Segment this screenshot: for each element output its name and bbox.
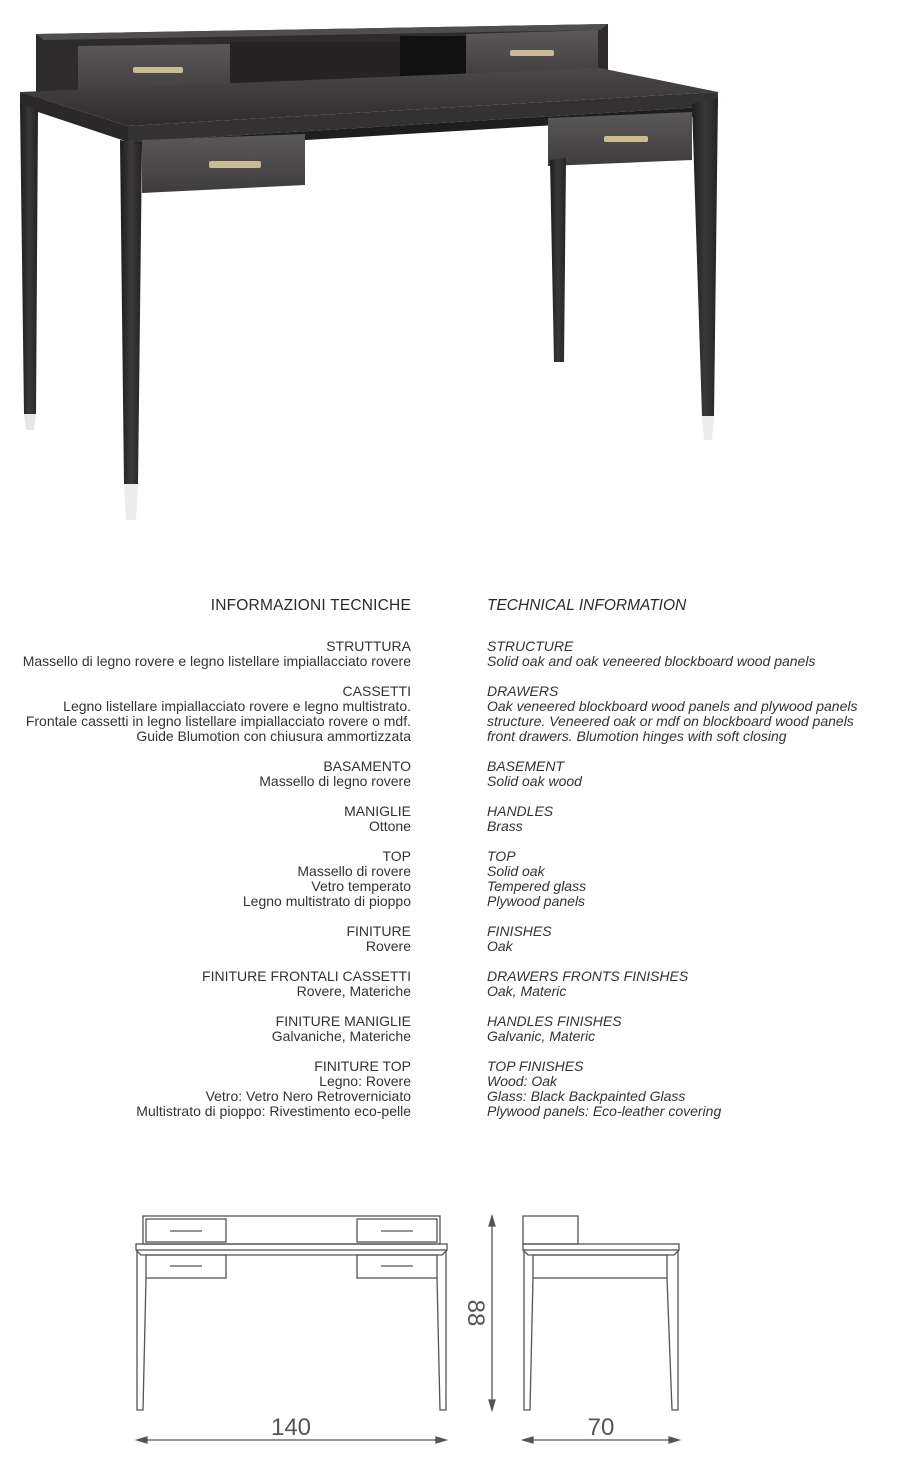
section-line: Solid oak wood xyxy=(487,773,582,789)
header-english: TECHNICAL INFORMATION xyxy=(487,597,687,614)
section-title: FINITURE MANIGLIE xyxy=(275,1014,411,1029)
section-top xyxy=(487,849,897,924)
section-struttura xyxy=(0,639,411,684)
section-line: Oak, Materic xyxy=(487,983,567,999)
section-line: Glass: Black Backpainted Glass xyxy=(487,1088,686,1104)
section-finiture xyxy=(0,924,411,969)
section-title: TOP xyxy=(382,849,411,864)
section-drawers-fronts-finishes xyxy=(487,969,897,1014)
section-drawers xyxy=(487,684,897,759)
section-title: BASEMENT xyxy=(487,759,565,774)
handle-icon xyxy=(209,161,261,168)
section-line: Wood: Oak xyxy=(487,1073,558,1089)
section-finiture-top xyxy=(0,1059,411,1134)
desk-photo xyxy=(0,0,907,540)
header-italian: INFORMAZIONI TECNICHE xyxy=(210,597,411,614)
section-line: Massello di legno rovere xyxy=(259,773,411,789)
section-title: TOP FINISHES xyxy=(487,1059,584,1074)
section-finishes xyxy=(487,924,897,969)
section-line: Massello di rovere xyxy=(297,863,411,879)
section-title: FINISHES xyxy=(487,924,552,939)
section-line: Frontale cassetti in legno listellare impiallacciato rovere o mdf. xyxy=(25,713,411,729)
section-structure xyxy=(487,639,897,684)
front-view xyxy=(136,1216,447,1410)
section-line: structure. Veneered oak or mdf on blockboard wood panels xyxy=(487,713,854,729)
depth-dimension: 70 xyxy=(587,1414,615,1441)
section-title: FINITURE FRONTALI CASSETTI xyxy=(202,969,411,984)
section-line: Tempered glass xyxy=(487,878,587,894)
section-line: Legno listellare impiallacciato rovere e legno multistrato. xyxy=(63,698,411,714)
handle-icon xyxy=(604,136,648,142)
section-title: BASAMENTO xyxy=(323,759,411,774)
section-top-finishes xyxy=(487,1059,897,1134)
section-title: DRAWERS xyxy=(487,684,559,699)
handle-icon xyxy=(133,67,183,73)
section-line: Galvaniche, Materiche xyxy=(271,1028,411,1044)
section-line: Oak xyxy=(487,938,513,954)
section-finiture-frontali xyxy=(0,969,411,1014)
section-line: Vetro temperato xyxy=(311,878,411,894)
column-english xyxy=(487,639,897,1134)
section-line: Legno: Rovere xyxy=(319,1073,411,1089)
section-title: TOP xyxy=(487,849,516,864)
section-title: CASSETTI xyxy=(342,684,411,699)
section-line: Ottone xyxy=(368,818,411,834)
section-title: DRAWERS FRONTS FINISHES xyxy=(487,969,689,984)
section-line: Multistrato di pioppo: Rivestimento eco-pelle xyxy=(136,1103,411,1119)
width-dimension: 140 xyxy=(270,1414,312,1441)
section-line: Vetro: Vetro Nero Retroverniciato xyxy=(205,1088,411,1104)
section-line: Solid oak xyxy=(487,863,545,879)
section-line: Rovere xyxy=(365,938,411,954)
section-line: Massello di legno rovere e legno listellare impiallacciato rovere xyxy=(22,653,411,669)
section-line: Rovere, Materiche xyxy=(296,983,411,999)
section-handles xyxy=(487,804,897,849)
side-view xyxy=(523,1216,679,1410)
section-handles-finishes xyxy=(487,1014,897,1059)
section-line: Plywood panels xyxy=(487,893,586,909)
section-basamento xyxy=(0,759,411,804)
section-basement xyxy=(487,759,897,804)
section-line: front drawers. Blumotion hinges with soft closing xyxy=(487,728,787,744)
section-title: FINITURE TOP xyxy=(314,1059,411,1074)
section-finiture-maniglie xyxy=(0,1014,411,1059)
section-line: Oak veneered blockboard wood panels and plywood panels xyxy=(487,698,858,714)
section-line: Legno multistrato di pioppo xyxy=(242,893,411,909)
section-title: FINITURE xyxy=(346,924,411,939)
section-line: Galvanic, Materic xyxy=(487,1028,596,1044)
section-title: HANDLES xyxy=(487,804,554,819)
section-title: STRUCTURE xyxy=(487,639,574,654)
section-line: Plywood panels: Eco-leather covering xyxy=(487,1103,722,1119)
section-title: HANDLES FINISHES xyxy=(487,1014,622,1029)
section-top xyxy=(0,849,411,924)
section-title: MANIGLIE xyxy=(344,804,411,819)
section-maniglie xyxy=(0,804,411,849)
section-cassetti xyxy=(0,684,411,759)
column-italian xyxy=(0,639,411,1134)
height-dimension: 88 xyxy=(462,1299,489,1327)
dimension-drawing xyxy=(0,1200,907,1480)
section-line: Guide Blumotion con chiusura ammortizzata xyxy=(136,728,411,744)
handle-icon xyxy=(510,50,554,56)
section-line: Brass xyxy=(487,818,523,834)
section-line: Solid oak and oak veneered blockboard wood panels xyxy=(487,653,816,669)
section-title: STRUTTURA xyxy=(326,639,411,654)
